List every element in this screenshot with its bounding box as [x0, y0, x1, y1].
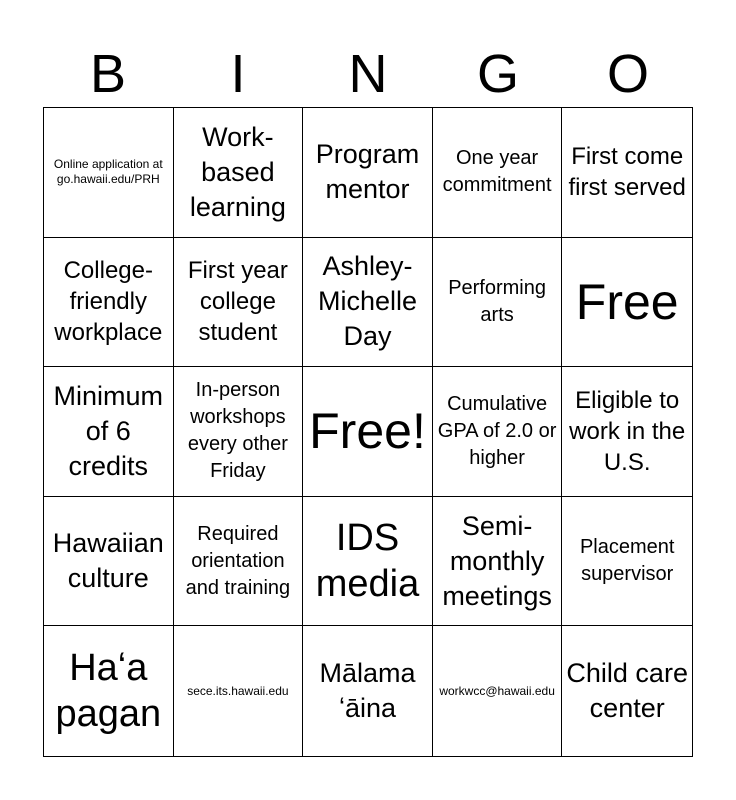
header-letter-i: I: [230, 44, 246, 104]
bingo-cell[interactable]: Child care center: [566, 658, 688, 724]
bingo-cell[interactable]: First come first served: [562, 108, 692, 238]
bingo-cell[interactable]: Free!: [303, 367, 433, 497]
bingo-cell[interactable]: First year college student: [174, 238, 304, 368]
bingo-cell[interactable]: Free: [562, 238, 692, 368]
bingo-cell[interactable]: Ashley-Michelle Day: [303, 238, 433, 368]
bingo-board: [43, 107, 693, 757]
bingo-cell[interactable]: Work-based learning: [174, 108, 304, 238]
bingo-cell[interactable]: workwcc@hawaii.edu: [433, 626, 563, 756]
bingo-cell[interactable]: In-person workshops every other Friday: [174, 367, 304, 497]
bingo-cell[interactable]: Performing arts: [433, 238, 563, 368]
header-letter-b: B: [89, 44, 127, 104]
bingo-cell[interactable]: IDS media: [303, 497, 433, 627]
bingo-cell[interactable]: sece.its.hawaii.edu: [174, 626, 304, 756]
bingo-cell[interactable]: College-friendly workplace: [44, 238, 174, 368]
bingo-cell[interactable]: Minimum of 6 credits: [44, 367, 174, 497]
bingo-cell[interactable]: Haʻa pagan: [44, 626, 174, 756]
bingo-cell[interactable]: Cumulative GPA of 2.0 or higher: [433, 367, 563, 497]
bingo-cell[interactable]: Hawaiian culture: [44, 497, 174, 627]
header-letter-g: G: [476, 44, 519, 104]
bingo-cell[interactable]: Online application at go.hawaii.edu/PRH: [44, 108, 174, 238]
bingo-cell[interactable]: One year commitment: [433, 108, 563, 238]
bingo-cell[interactable]: Program mentor: [303, 108, 433, 238]
bingo-cell[interactable]: Placement supervisor: [562, 497, 692, 627]
bingo-cell[interactable]: Required orientation and training: [174, 497, 304, 627]
bingo-cell[interactable]: Eligible to work in the U.S.: [562, 367, 692, 497]
bingo-cell[interactable]: Mālama ʻāina: [303, 626, 433, 756]
header-letter-o: O: [606, 44, 649, 104]
bingo-header: [43, 40, 693, 108]
header-letter-n: N: [348, 44, 388, 104]
bingo-cell[interactable]: Semi-monthly meetings: [433, 497, 563, 627]
